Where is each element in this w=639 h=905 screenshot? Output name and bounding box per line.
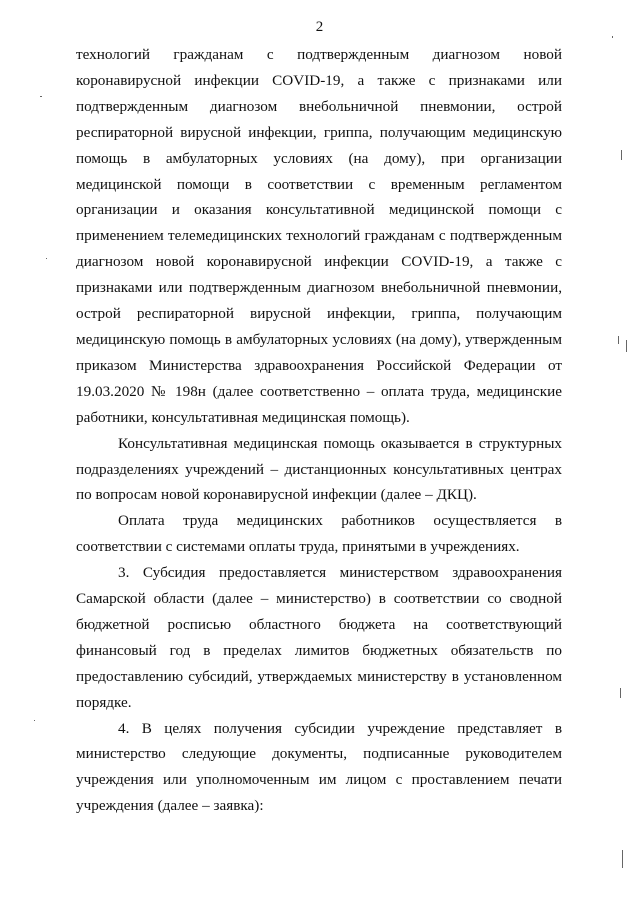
page-number: 2 [315,19,324,35]
paragraph-consultative-help: Консультативная медицинская помощь оказывается в структурных подразделениях учреждений – дистанционных консультативных центрах по вопросам новой коронавирусной инфекции (далее – ДКЦ). [76,434,562,504]
paragraph-continuation: технологий гражданам с подтвержденным диагнозом новой коронавирусной инфекции COVID-19, а также с признаками или подтвержденным диагнозом внебольничной пневмонии, острой респираторной вирусной инфекции, гриппа, получающим медицинскую помощь в амбулаторных условиях (на дому), при организации медицинской помощи в соответствии с временным регламентом организации и оказания консультативной медицинской помощи с применением телемедицинских технологий гражданам с подтвержденным диагнозом новой коронавирусной инфекции COVID-19, а также с признаками или подтвержденным диагнозом внебольничной пневмонии, острой респираторной вирусной инфекции, гриппа, получающим медицинскую помощь в амбулаторных условиях (на дому), утвержденным приказом Министерства здравоохранения Российской Федерации от 19.03.2020 № 198н (далее соответственно – оплата труда, медицинские работники, консультативная медицинская помощь). [76,46,562,426]
paragraph-item-3: 3. Субсидия предоставляется министерством здравоохранения Самарской области (далее – министерство) в соответствии со сводной бюджетной росписью областного бюджета на соответствующий финансовый год в пределах лимитов бюджетных обязательств по предоставлению субсидий, утверждаемых министерству в установленном порядке. [76,564,562,711]
document-body [76,42,562,819]
paragraph-labor-payment: Оплата труда медицинских работников осуществляется в соответствии с системами оплаты труда, принятыми в учреждениях. [76,512,562,556]
paragraph-item-4: 4. В целях получения субсидии учреждение представляет в министерство следующие документы, подписанные руководителем учреждения или уполномоченным им лицом с проставлением печати учреждения (далее – заявка): [76,719,562,815]
